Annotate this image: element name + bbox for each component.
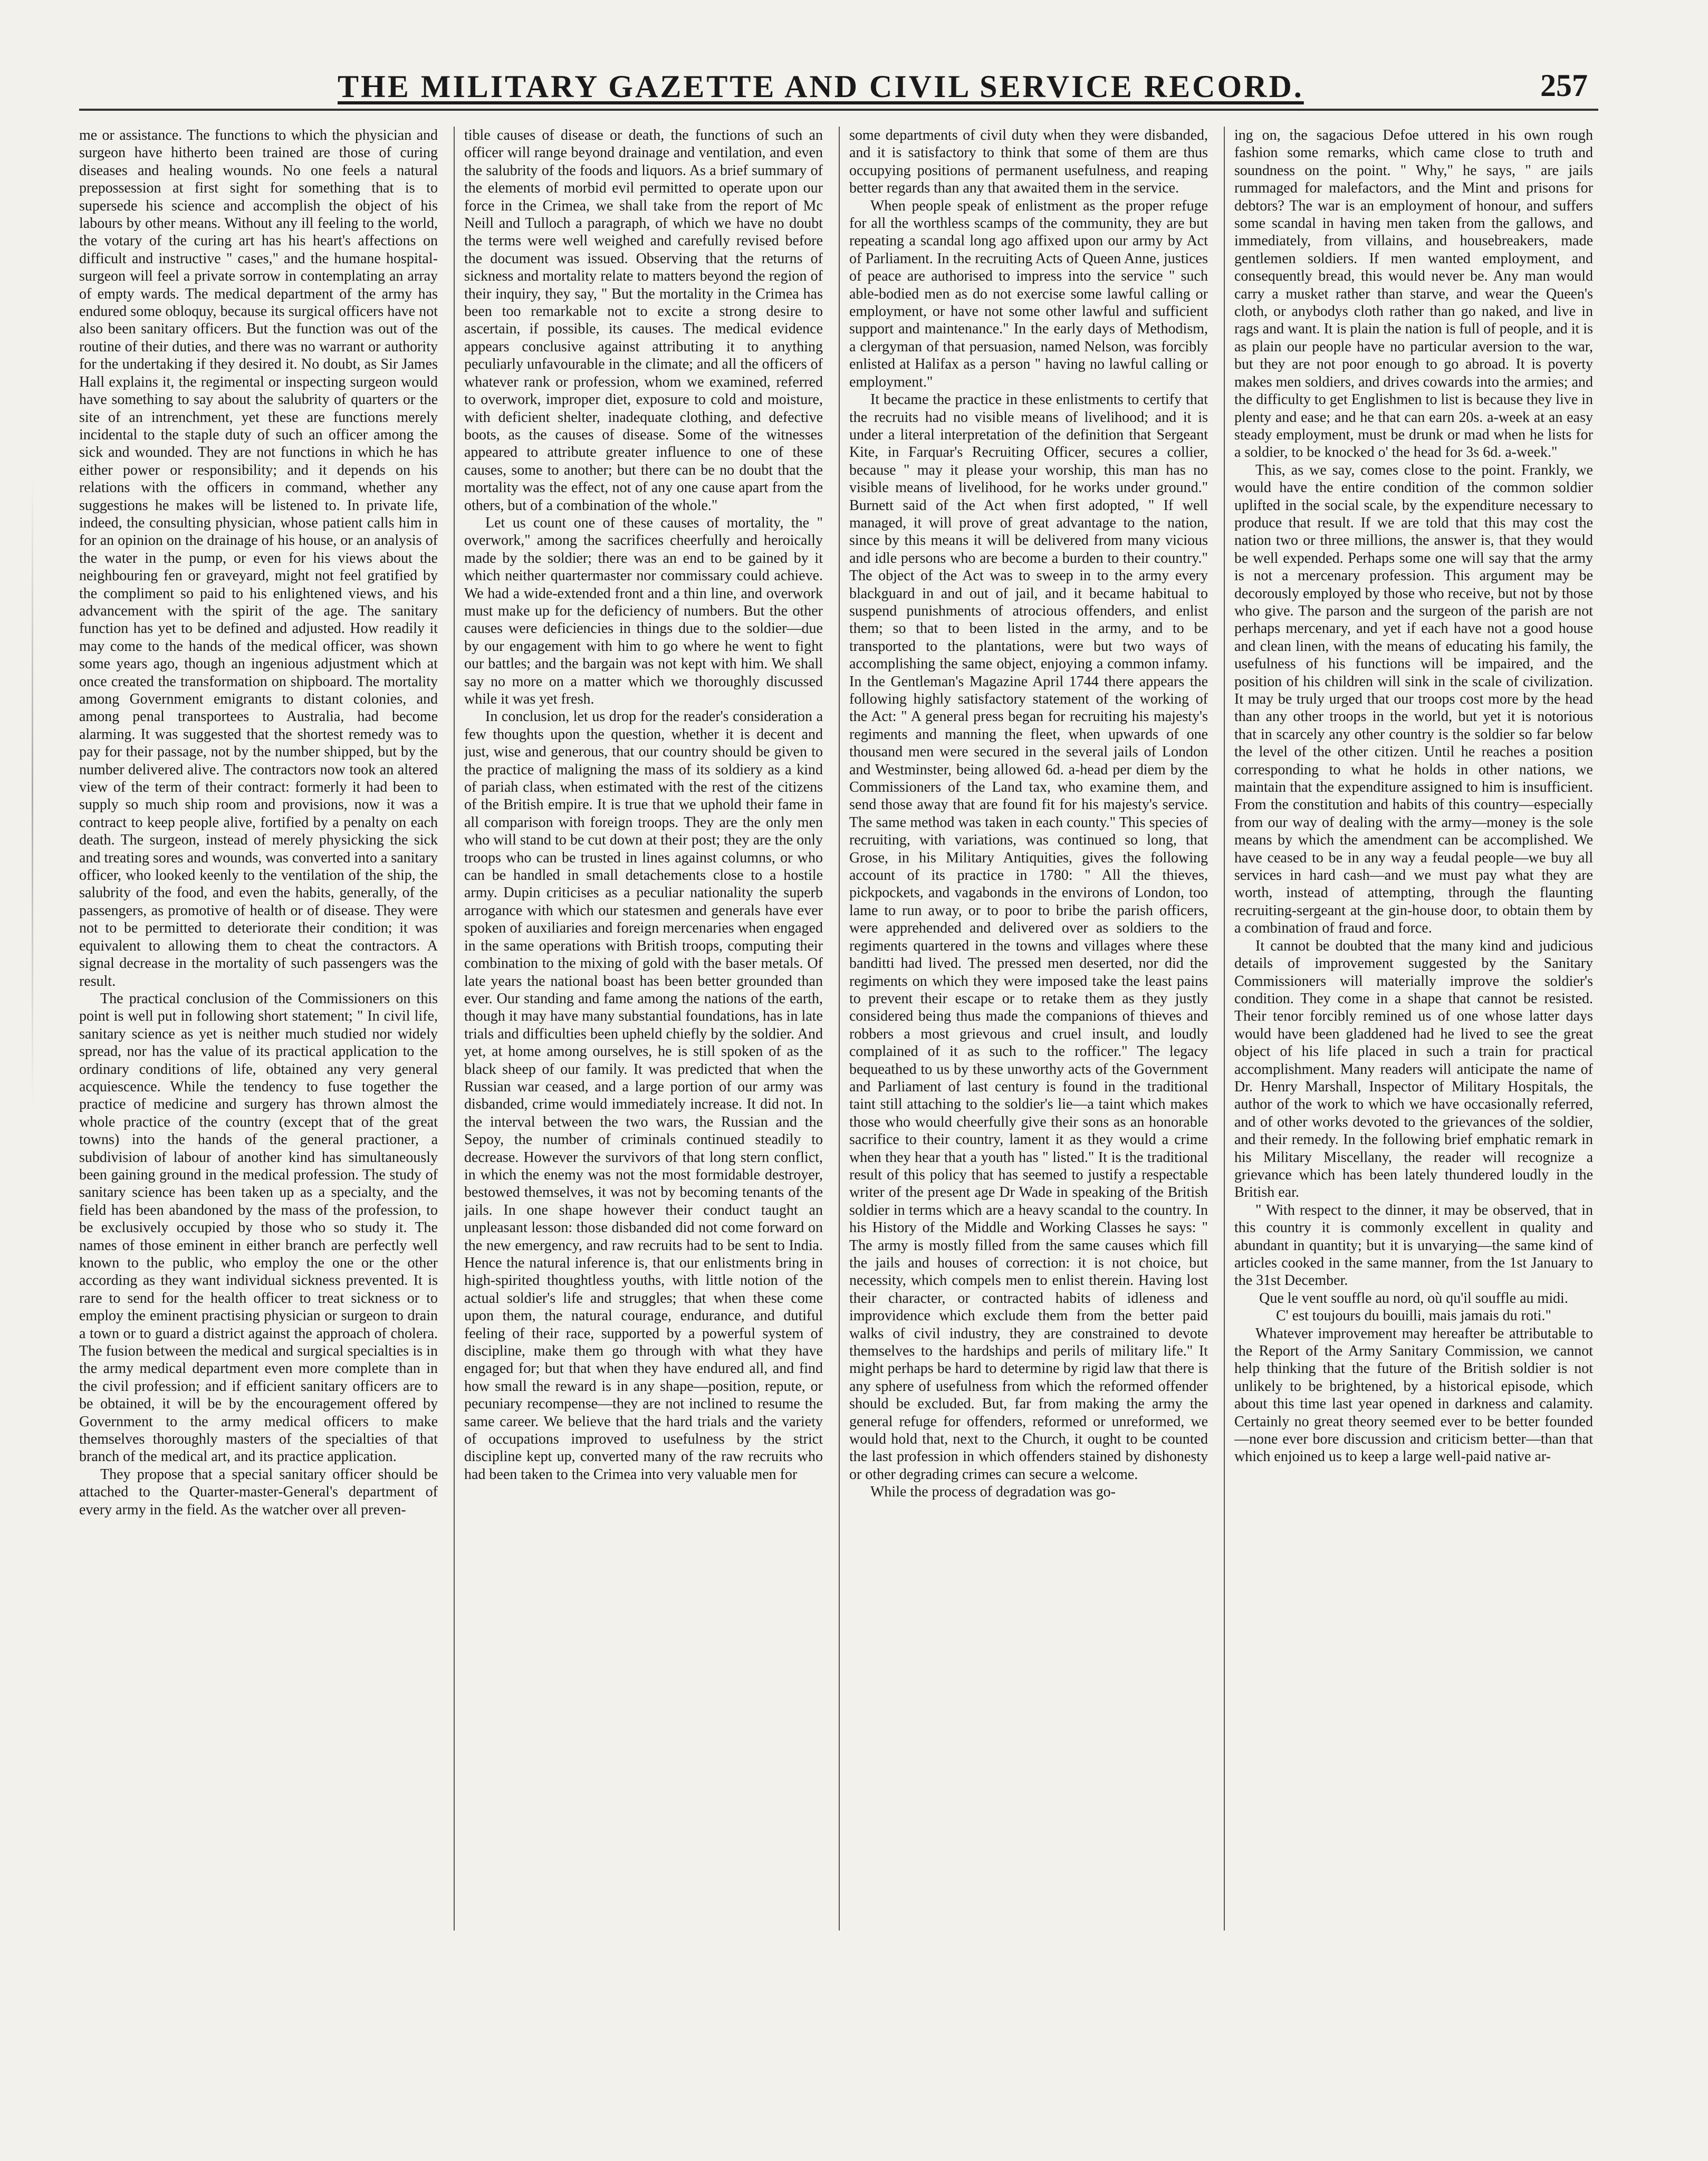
paragraph: It became the practice in these enlistments to certify that the recruits had no visible means of livelihood; and it is under a literal interpretation of the definition that Sergeant Kite, in Farquar's Recruiting Officer, secures a collier, because " may it please your worship, this man has no visible means of livelihood, for he works under ground." Burnett said of the Act when first adopted, " If well managed, it will prove of great advantage to the nation, since by this means it will be delivered from many vicious and idle persons who are become a burden to their country." The object of the Act was to sweep in to the army every blackguard in and out of jail, and it became habitual to suspend punishments of atrocious offenders, and enlist them; so that to been listed in the army, and to be transported to the plantations, were but two ways of accomplishing the same object, enjoying a common infamy. In the Gentleman's Magazine April 1744 there appears the following highly satisfactory statement of the working of the Act: " A general press began for recruiting his majesty's regiments and manning the fleet, when upwards of one thousand men were secured in the several jails of London and Westminster, being allowed 6d. a-head per diem by the Commissioners of the Land tax, who examine them, and send those away that are found fit for his majesty's service. The same method was taken in each county." This species of recruiting, with variations, was continued so long, that Grose, in his Military Antiquities, gives the following account of its practice in 1780: " All the thieves, pickpockets, and vagabonds in the environs of London, too lame to run away, or to poor to bribe the parish officers, were apprehended and delivered over as soldiers to the regiments quartered in the towns and villages where these banditti had lived. The pressed men deserted, nor did the regiments on which they were imposed take the least pains to prevent their escape or to retake them as they justly considered being thus made the companions of thieves and robbers a most grievous and cruel insult, and loudly complained of it as such to the rofficer." The legacy bequeathed to us by these unworthy acts of the Government and Parliament of last century is found in the traditional taint still attaching to the soldier's lie—a taint which makes those who would cheerfully give their sons as an honorable sacrifice to their country, lament it as they would a crime when they hear that a youth has " listed." It is the traditional result of this policy that has seemed to justify a respectable writer of the present age Dr Wade in speaking of the British soldier in terms which are a heavy scandal to the country. In his History of the Middle and Working Classes he says: " The army is mostly filled from the same causes which fill the jails and houses of correction: it is not choice, but necessity, which compels men to enlist therein. Having lost their character, or contracted habits of idleness and improvidence which exclude them from the better paid walks of civil industry, they are constrained to devote themselves to the hardships and perils of military life." It might perhaps be hard to determine by rigid law that there is any sphere of usefulness from which the reformed offender should be excluded. But, far from making the army the general refuge for offenders, reformed or unreformed, we would hold that, next to the Church, it ought to be counted the last profession in which offenders stained by dishonesty or other degrading crimes can secure a welcome.: [849, 391, 1208, 1483]
paragraph: In conclusion, let us drop for the reader's consideration a few thoughts upon the question, whether it is decent and just, wise and generous, that our country should be given to the practice of maligning the mass of its soldiery as a kind of pariah class, when estimated with the rest of the citizens of the British empire. It is true that we uphold their fame in all comparison with foreign troops. They are the only men who will stand to be cut down at their post; they are the only troops who can be trusted in lines against columns, or who can be handled in small detachements close to a hostile army. Dupin criticises as a peculiar nationality the superb arrogance with which our statesmen and generals have ever spoken of auxiliaries and foreign mercenaries when engaged in the same operations with British troops, computing their combination to the mixing of gold with the baser metals. Of late years the national boast has been better grounded than ever. Our standing and fame among the nations of the earth, though it may have many substantial foundations, has in late trials and difficulties been upheld chiefly by the soldier. And yet, at home among ourselves, he is still spoken of as the black sheep of our family. It was predicted that when the Russian war ceased, and a large portion of our army was disbanded, crime would immediately increase. It did not. In the interval between the two wars, the Russian and the Sepoy, the number of criminals continued steadily to decrease. However the survivors of that long stern conflict, in which the enemy was not the most formidable destroyer, bestowed themselves, it was not by becoming tenants of the jails. In one shape however their conduct taught an unpleasant lesson: those disbanded did not come forward on the new emergency, and raw recruits had to be sent to India. Hence the natural inference is, that our enlistments bring in high-spirited thoughtless youths, with little notion of the actual soldier's life and struggles; that when these come upon them, the natural courage, endurance, and dutiful feeling of their race, supported by a powerful system of discipline, make them go through with what they have engaged for; but that when they have endured all, and find how small the reward is in any shape—position, repute, or pecuniary recompense—they are not inclined to resume the same career. We believe that the hard trials and the variety of occupations improved to usefulness by the strict discipline kept up, converted many of the raw recruits who had been taken to the Crimea into very valuable men for: [464, 708, 823, 1483]
paragraph: When people speak of enlistment as the proper refuge for all the worthless scamps of the community, they are but repeating a scandal long ago affixed upon our army by Act of Parliament. In the recruiting Acts of Queen Anne, justices of peace are authorised to impress into the service " such able-bodied men as do not exercise some lawful calling or employment, or have not some other lawful and sufficient support and maintenance." In the early days of Methodism, a clergyman of that persuasion, named Nelson, was forcibly enlisted at Halifax as a person " having no lawful calling or employment.": [849, 197, 1208, 390]
paragraph: tible causes of disease or death, the functions of such an officer will range beyond drainage and ventilation, and even the salubrity of the foods and liquors. As a brief summary of the elements of morbid evil permitted to operate upon our force in the Crimea, we shall take from the report of Mc Neill and Tulloch a paragraph, of which we have no doubt the terms were well weighed and carefully revised before the document was issued. Observing that the returns of sickness and mortality relate to matters beyond the region of their inquiry, they say, " But the mortality in the Crimea has been too remarkable not to excite a strong desire to ascertain, if possible, its causes. The medical evidence appears conclusive against attributing it to anything peculiarly unfavourable in the climate; and all the officers of whatever rank or profession, whom we examined, referred to overwork, improper diet, exposure to cold and moisture, with deficient shelter, inadequate clothing, and defective boots, as the causes of disease. Some of the witnesses appeared to attribute greater influence to one of these causes, some to another; but there can be no doubt that the mortality was the effect, not of any one cause apart from the others, but of a combination of the whole.": [464, 127, 823, 514]
header-rule: [79, 109, 1598, 111]
article-columns: [79, 127, 1598, 1931]
page-header: [79, 63, 1598, 111]
paragraph: " With respect to the dinner, it may be observed, that in this country it is commonly excellent in quality and abundant in quantity; but it is unvarying—the same kind of articles cooked in the same manner, from the 1st January to the 31st December.: [1234, 1202, 1593, 1289]
paragraph: While the process of degradation was go-: [870, 1484, 1116, 1501]
verse-line: C' est toujours du bouilli, mais jamais du roti.": [1275, 1308, 1551, 1324]
paragraph: some departments of civil duty when they were disbanded, and it is satisfactory to think that some of them are thus occupying positions of permanent usefulness, and reaping better regards than any that awaited them in the service.: [849, 127, 1208, 197]
paragraph: They propose that a special sanitary officer should be attached to the Quarter-master-General's department of every army in the field. As the watcher over all preven-: [79, 1466, 438, 1518]
page-number: 257: [1540, 68, 1588, 103]
column-2: [464, 127, 823, 1931]
paragraph: Whatever improvement may hereafter be attributable to the Report of the Army Sanitary Commission, we cannot help thinking that the future of the British soldier is not unlikely to be brightened, by a historical episode, which about this time last year opened in darkness and calamity. Certainly no great theory seemed ever to be better founded—none ever bore discussion and criticism better—than that which enjoined us to keep a large well-paid native ar-: [1234, 1325, 1593, 1465]
paragraph: It cannot be doubted that the many kind and judicious details of improvement suggested by the Sanitary Commissioners will materially improve the soldier's condition. They come in a shape that cannot be resisted. Their tenor forcibly remined us of one whose latter days would have been gladdened had he lived to see the great object of his life placed in such a train for practical accomplishment. Many readers will anticipate the name of Dr. Henry Marshall, Inspector of Military Hospitals, the author of the work to which we have occasionally referred, and of other works devoted to the grievances of the soldier, and their remedy. In the following brief emphatic remark in his Military Miscellany, the reader will recognize a grievance which has been lately thundered loudly in the British ear.: [1234, 937, 1593, 1201]
column-3: [849, 127, 1208, 1931]
paragraph: The practical conclusion of the Commissioners on this point is well put in following short statement; " In civil life, sanitary science as yet is neither much studied nor widely spread, nor has the value of its practical application to the ordinary conditions of life, obtained any very general acquiescence. While the tendency to fuse together the practice of medicine and surgery has thrown almost the whole practice of the country (except that of the great towns) into the hands of the general practioner, a subdivision of labour of another kind has simultaneously been gaining ground in the medical profession. The study of sanitary science has been taken up as a specialty, and the field has been abandoned by the mass of the profession, to be exclusively occupied by those who so study it. The names of those eminent in either branch are perfectly well known to the public, who employ the one or the other according as they want individual sickness prevented. It is rare to send for the health officer to treat sickness or to employ the eminent practising physician or surgeon to drain a town or to guard a district against the approach of cholera. The fusion between the medical and surgical specialties is in the army medical department even more complete than in the civil profession; and if efficient sanitary officers are to be obtained, it will be by the encouragement offered by Government to the army medical officers to make themselves thoroughly masters of the specialties of that branch of the medical art, and its practice application.: [79, 990, 438, 1465]
column-4: [1234, 127, 1593, 1931]
paragraph: ing on, the sagacious Defoe uttered in his own rough fashion some remarks, which came close to truth and soundness on the point. " Why," he says, " are jails rummaged for malefactors, and the Mint and prisons for debtors? The war is an employment of honour, and suffers some scandal in having men taken from the gallows, and immediately, from villains, and housebreakers, made gentlemen soldiers. If men wanted employment, and consequently bread, this would never be. Any man would carry a musket rather than starve, and wear the Queen's cloth, or anybodys cloth rather than go naked, and live in rags and want. It is plain the nation is full of people, and it is as plain our people have no particular aversion to the war, but they are not poor enough to go abroad. It is poverty makes men soldiers, and drives cowards into the armies; and the difficulty to get Englishmen to list is because they live in plenty and ease; and he that can earn 20s. a-week at an easy steady employment, must be drunk or mad when he lists for a soldier, to be knocked o' the head for 3s 6d. a-week.": [1234, 127, 1593, 461]
publication-title: THE MILITARY GAZETTE AND CIVIL SERVICE RECORD.: [338, 69, 1304, 104]
column-rule: [454, 127, 455, 1931]
paragraph: me or assistance. The functions to which the physician and surgeon have hitherto been trained are those of curing diseases and healing wounds. No one feels a natural prepossession at first sight for something that is to supersede his science and accomplish the object of his labours by other means. Without any ill feeling to the world, the votary of the curing art has his heart's affections on difficult and instructive " cases," and the humane hospital-surgeon will feel a private sorrow in contemplating an array of empty wards. The medical department of the army has endured some obloquy, because its surgical officers have not also been sanitary officers. But the function was out of the routine of their duties, and there was no warrant or authority for the undertaking if they desired it. No doubt, as Sir James Hall explains it, the regimental or inspecting surgeon would have something to say about the salubrity of quarters or the site of an intrenchment, yet these are functions merely incidental to the staple duty of such an officer among the sick and wounded. They are not functions in which he has either power or responsibility; and it depends on his relations with the officers in command, whether any suggestions he makes will be listened to. In private life, indeed, the consulting physician, whose patient calls him in for an opinion on the drainage of his house, or an analysis of the water in the pump, or even for his views about the neighbouring fen or graveyard, might not feel gratified by the compliment so paid to his enlightened views, and his advancement with the spirit of the age. The sanitary function has yet to be defined and adjusted. How readily it may come to the hands of the medical officer, was shown some years ago, though an ingenious adjustment which at once created the transformation on shipboard. The mortality among Government emigrants to distant colonies, and among penal transportees to Australia, had become alarming. It was suggested that the shortest remedy was to pay for their passage, not by the number shipped, but by the number delivered alive. The contractors now took an altered view of the term of their contract: formerly it had been to supply so much ship room and provisions, now it was a contract to keep people alive, fortified by a penalty on each death. The surgeon, instead of merely physicking the sick and treating sores and wounds, was converted into a sanitary officer, who looked keenly to the ventilation of the ship, the salubrity of the food, and even the habits, generally, of the passengers, as promotive of health or of disease. They were not to be permitted to deteriorate their condition; it was equivalent to allowing them to cheat the contractors. A signal decrease in the mortality of such passengers was the result.: [79, 127, 438, 990]
verse-line: Que le vent souffle au nord, où qu'il souffle au midi.: [1259, 1290, 1568, 1307]
column-rule: [1224, 127, 1225, 1931]
scan-artifact: [32, 475, 33, 1108]
paragraph: This, as we say, comes close to the point. Frankly, we would have the entire condition of the common soldier uplifted in the social scale, by the expenditure necessary to produce that result. If we are told that this may cost the nation two or three millions, the answer is, that they would be well expended. Perhaps some one will say that the army is not a mercenary profession. This argument may be decorously employed by those who receive, but not by those who give. The parson and the surgeon of the parish are not perhaps mercenary, and yet if each have not a good house and clean linen, with the means of educating his family, the usefulness of his functions will be impaired, and the position of his children will sink in the scale of civilization. It may be truly urged that our troops cost more by the head than any other troops in the world, but yet it is notorious that in scarcely any other country is the soldier so far below the level of the other citizen. Until he reaches a position corresponding to what he holds in other nations, we maintain that the expenditure assigned to him is insufficient. From the constitution and habits of this country—especially from our way of dealing with the army—money is the sole means by which the amendment can be accomplished. We have ceased to be in any way a feudal people—we buy all services in hard cash—and we must pay what they are worth, instead of attempting, through the flaunting recruiting-sergeant at the gin-house door, to obtain them by a combination of fraud and force.: [1234, 462, 1593, 937]
paragraph: Let us count one of these causes of mortality, the " overwork," among the sacrifices cheerfully and heroically made by the soldier; there was an end to be gained by it which neither quartermaster nor commissary could achieve. We had a wide-extended front and a thin line, and overwork must make up for the deficiency of numbers. But the other causes were deficiencies in things due to the soldier—due by our engagement with him to go where he went to fight our battles; and the bargain was not kept with him. We shall say no more on a matter which we thoroughly discussed while it was yet fresh.: [464, 514, 823, 707]
column-rule: [839, 127, 840, 1931]
column-1: [79, 127, 438, 1931]
